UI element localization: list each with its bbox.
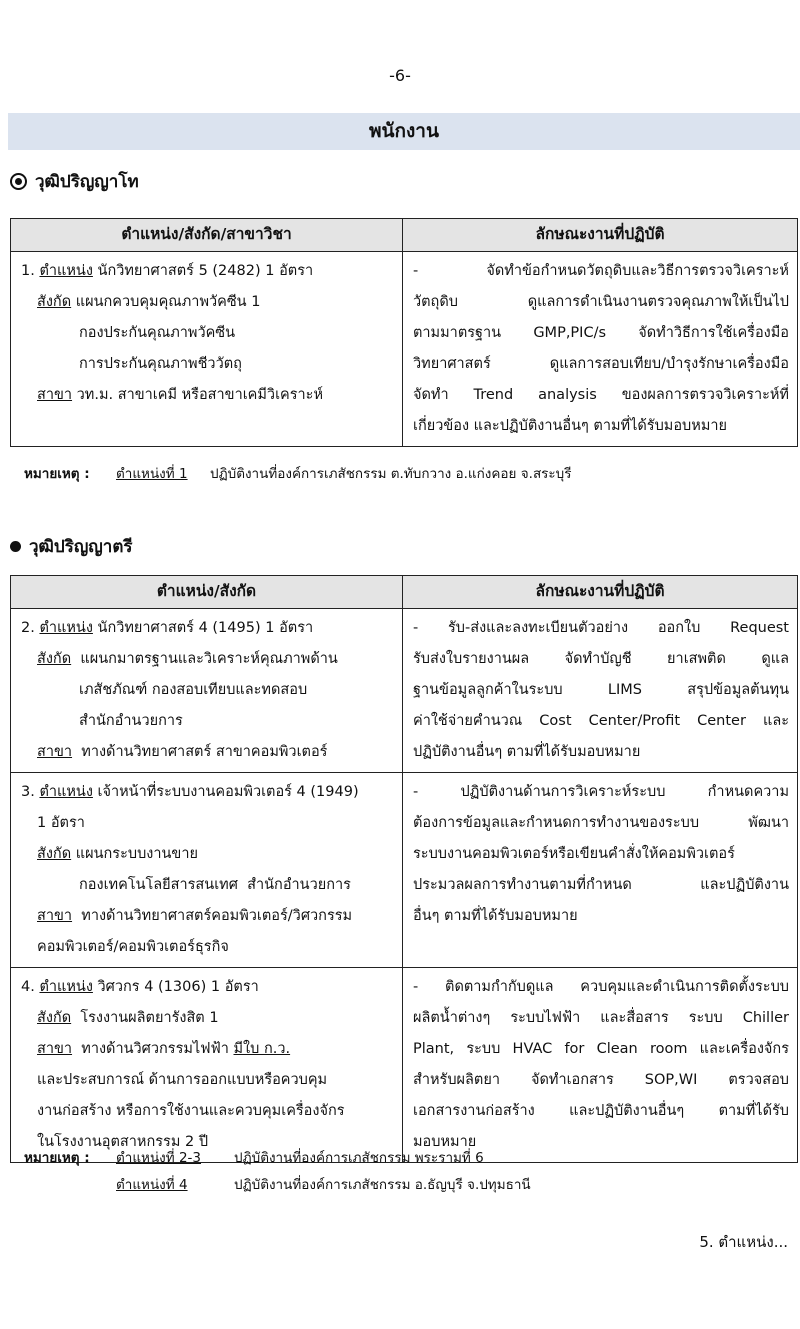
remark-bachelors — [24, 1146, 531, 1200]
remark-masters — [24, 462, 572, 489]
field-text: แผนกมาตรฐานและวิเคราะห์คุณภาพด้าน — [71, 651, 338, 667]
field-text: เภสัชภัณฑ์ กองสอบเทียบและทดสอบ — [79, 682, 308, 698]
field-label: ตำแหน่ง — [39, 620, 93, 636]
position-cell — [11, 773, 403, 968]
continuation-text: 5. ตำแหน่ง... — [699, 1233, 788, 1251]
section-title: วุฒิปริญญาตรี — [29, 537, 133, 557]
field-text: วท.ม. สาขาเคมี หรือสาขาเคมีวิเคราะห์ — [72, 387, 324, 403]
duty-line: เกี่ยวข้อง และปฏิบัติงานอื่นๆ ตามที่ได้รับมอบหมาย — [413, 418, 728, 434]
section-banner: พนักงาน — [8, 113, 800, 150]
position-line — [21, 839, 394, 870]
position-line — [21, 675, 394, 706]
field-text: ทางด้านวิศวกรรมไฟฟ้า — [72, 1041, 234, 1057]
remark-line — [24, 1173, 531, 1200]
duty-line: ปฏิบัติงานอื่นๆ ตามที่ได้รับมอบหมาย — [413, 744, 641, 760]
field-label: สังกัด — [37, 294, 72, 310]
radio-bullet-icon — [10, 173, 27, 190]
field-text: กองประกันคุณภาพวัคซีน — [79, 325, 236, 341]
duty-line: มอบหมาย — [413, 1134, 477, 1150]
field-text: เจ้าหน้าที่ระบบงานคอมพิวเตอร์ 4 (1949) — [92, 784, 359, 800]
position-line — [21, 287, 394, 318]
position-line — [21, 1096, 394, 1127]
remark-label: หมายเหตุ : — [24, 466, 90, 482]
position-cell — [11, 609, 403, 773]
remark-text: ปฏิบัติงานที่องค์การเภสัชกรรม ต.ทับกวาง อ.แก่งคอย จ.สระบุรี — [210, 466, 572, 482]
position-line — [21, 1034, 394, 1065]
duty-line: - รับ-ส่งและลงทะเบียนตัวอย่าง ออกใบ Request — [413, 620, 789, 636]
field-label: สาขา — [37, 1041, 73, 1057]
position-cell — [11, 252, 403, 447]
page-number: -6- — [389, 66, 411, 85]
position-cell — [11, 968, 403, 1163]
position-line — [21, 901, 394, 932]
remark-ref: ตำแหน่งที่ 4 — [116, 1177, 188, 1193]
remark-text: ปฏิบัติงานที่องค์การเภสัชกรรม พระรามที่ 6 — [234, 1150, 484, 1166]
field-text: นักวิทยาศาสตร์ 5 (2482) 1 อัตรา — [92, 263, 314, 279]
field-text: แผนกควบคุมคุณภาพวัคซีน 1 — [71, 294, 261, 310]
position-line — [21, 256, 394, 287]
duty-line: อื่นๆ ตามที่ได้รับมอบหมาย — [413, 908, 578, 924]
duty-line: ฐานข้อมูลลูกค้าในระบบ LIMS สรุปข้อมูลต้นทุน — [413, 682, 789, 698]
position-line — [21, 932, 394, 963]
duty-line: ตามมาตรฐาน GMP,PIC/s จัดทำวิธีการใช้เครื่องมือ — [413, 325, 789, 341]
field-label: สาขา — [37, 387, 73, 403]
field-label: สังกัด — [37, 651, 72, 667]
field-text: และประสบการณ์ ด้านการออกแบบหรือควบคุม — [37, 1072, 328, 1088]
position-line — [21, 644, 394, 675]
field-text: 3. — [21, 784, 40, 800]
duty-line: - ติดตามกำกับดูแล ควบคุมและดำเนินการติดตั้งระบบ — [413, 979, 789, 995]
field-text: กองเทคโนโลยีสารสนเทศ สำนักอำนวยการ — [79, 877, 351, 893]
field-label: ตำแหน่ง — [39, 784, 93, 800]
field-text: การประกันคุณภาพชีววัตถุ — [79, 356, 242, 372]
duties-cell — [403, 252, 798, 447]
field-text: ในโรงงานอุตสาหกรรม 2 ปี — [37, 1134, 209, 1150]
duty-line: ต้องการข้อมูลและกำหนดการทำงานของระบบ พัฒนา — [413, 815, 789, 831]
position-line — [21, 777, 394, 808]
field-text: คอมพิวเตอร์/คอมพิวเตอร์ธุรกิจ — [37, 939, 229, 955]
duty-line: จัดทำ Trend analysis ของผลการตรวจวิเคราะห์ที่ — [413, 387, 789, 403]
remark-ref: ตำแหน่งที่ 2-3 — [116, 1150, 202, 1166]
position-line — [21, 1003, 394, 1034]
field-text: สำนักอำนวยการ — [79, 713, 183, 729]
position-line — [21, 613, 394, 644]
field-label: สังกัด — [37, 1010, 72, 1026]
field-label: ตำแหน่ง — [39, 979, 93, 995]
duty-line: ระบบงานคอมพิวเตอร์หรือเขียนคำสั่งให้คอมพิวเตอร์ — [413, 846, 735, 862]
position-line — [21, 318, 394, 349]
duty-line: ค่าใช้จ่ายคำนวณ Cost Center/Profit Center และ — [413, 713, 789, 729]
duty-line: รับส่งใบรายงานผล จัดทำบัญชี ยาเสพติด ดูแล — [413, 651, 789, 667]
column-header: ตำแหน่ง/สังกัด/สาขาวิชา — [11, 219, 403, 252]
table-row — [11, 968, 798, 1163]
section-title: วุฒิปริญญาโท — [35, 172, 139, 192]
remark-text: ปฏิบัติงานที่องค์การเภสัชกรรม อ.ธัญบุรี จ.ปทุมธานี — [234, 1177, 531, 1193]
duties-cell — [403, 773, 798, 968]
duty-line: ผลิตน้ำต่างๆ ระบบไฟฟ้า และสื่อสาร ระบบ Chiller — [413, 1010, 789, 1026]
remark-line — [24, 462, 572, 489]
field-label: สังกัด — [37, 846, 72, 862]
section-heading-bachelors — [10, 533, 133, 560]
field-text: 4. — [21, 979, 40, 995]
position-line — [21, 737, 394, 768]
remark-label: หมายเหตุ : — [24, 1150, 90, 1166]
field-text: โรงงานผลิตยารังสิต 1 — [71, 1010, 219, 1026]
field-text: นักวิทยาศาสตร์ 4 (1495) 1 อัตรา — [92, 620, 314, 636]
field-text: ทางด้านวิทยาศาสตร์คอมพิวเตอร์/วิศวกรรม — [72, 908, 353, 924]
bullet-icon — [10, 541, 21, 552]
field-text: 1 อัตรา — [37, 815, 85, 831]
section-heading-masters — [10, 168, 139, 195]
column-header: ลักษณะงานที่ปฏิบัติ — [403, 219, 798, 252]
duties-cell — [403, 609, 798, 773]
duty-line: เอกสารงานก่อสร้าง และปฏิบัติงานอื่นๆ ตามที่ได้รับ — [413, 1103, 789, 1119]
field-text: 1. — [21, 263, 40, 279]
position-line — [21, 380, 394, 411]
remark-ref: ตำแหน่งที่ 1 — [116, 466, 188, 482]
positions-table-masters — [10, 218, 798, 447]
position-line — [21, 706, 394, 737]
duty-line: ประมวลผลการทำงานตามที่กำหนด และปฏิบัติงาน — [413, 877, 789, 893]
remark-line — [24, 1146, 531, 1173]
column-header: ตำแหน่ง/สังกัด — [11, 576, 403, 609]
table-row — [11, 773, 798, 968]
field-label: ตำแหน่ง — [39, 263, 93, 279]
field-text: งานก่อสร้าง หรือการใช้งานและควบคุมเครื่องจักร — [37, 1103, 345, 1119]
field-label: สาขา — [37, 744, 73, 760]
table-row — [11, 252, 798, 447]
position-line — [21, 808, 394, 839]
field-text: ทางด้านวิทยาศาสตร์ สาขาคอมพิวเตอร์ — [72, 744, 328, 760]
duty-line: Plant, ระบบ HVAC for Clean room และเครื่องจักร — [413, 1041, 789, 1057]
field-label: มีใบ ก.ว. — [233, 1041, 291, 1057]
field-label: สาขา — [37, 908, 73, 924]
duty-line: - จัดทำข้อกำหนดวัตถุดิบและวิธีการตรวจวิเคราะห์ — [413, 263, 789, 279]
field-text: แผนกระบบงานขาย — [71, 846, 198, 862]
column-header: ลักษณะงานที่ปฏิบัติ — [403, 576, 798, 609]
position-line — [21, 870, 394, 901]
table-header-row — [11, 576, 798, 609]
position-line — [21, 972, 394, 1003]
table-header-row — [11, 219, 798, 252]
duty-line: วัตถุดิบ ดูแลการดำเนินงานตรวจคุณภาพให้เป็นไป — [413, 294, 789, 310]
position-line — [21, 1065, 394, 1096]
field-text: วิศวกร 4 (1306) 1 อัตรา — [92, 979, 259, 995]
duty-line: - ปฏิบัติงานด้านการวิเคราะห์ระบบ กำหนดความ — [413, 784, 789, 800]
field-text: 2. — [21, 620, 40, 636]
duties-cell — [403, 968, 798, 1163]
duty-line: วิทยาศาสตร์ ดูแลการสอบเทียบ/บำรุงรักษาเครื่องมือ — [413, 356, 789, 372]
table-row — [11, 609, 798, 773]
position-line — [21, 349, 394, 380]
positions-table-bachelors — [10, 575, 798, 1163]
duty-line: สำหรับผลิตยา จัดทำเอกสาร SOP,WI ตรวจสอบ — [413, 1072, 789, 1088]
